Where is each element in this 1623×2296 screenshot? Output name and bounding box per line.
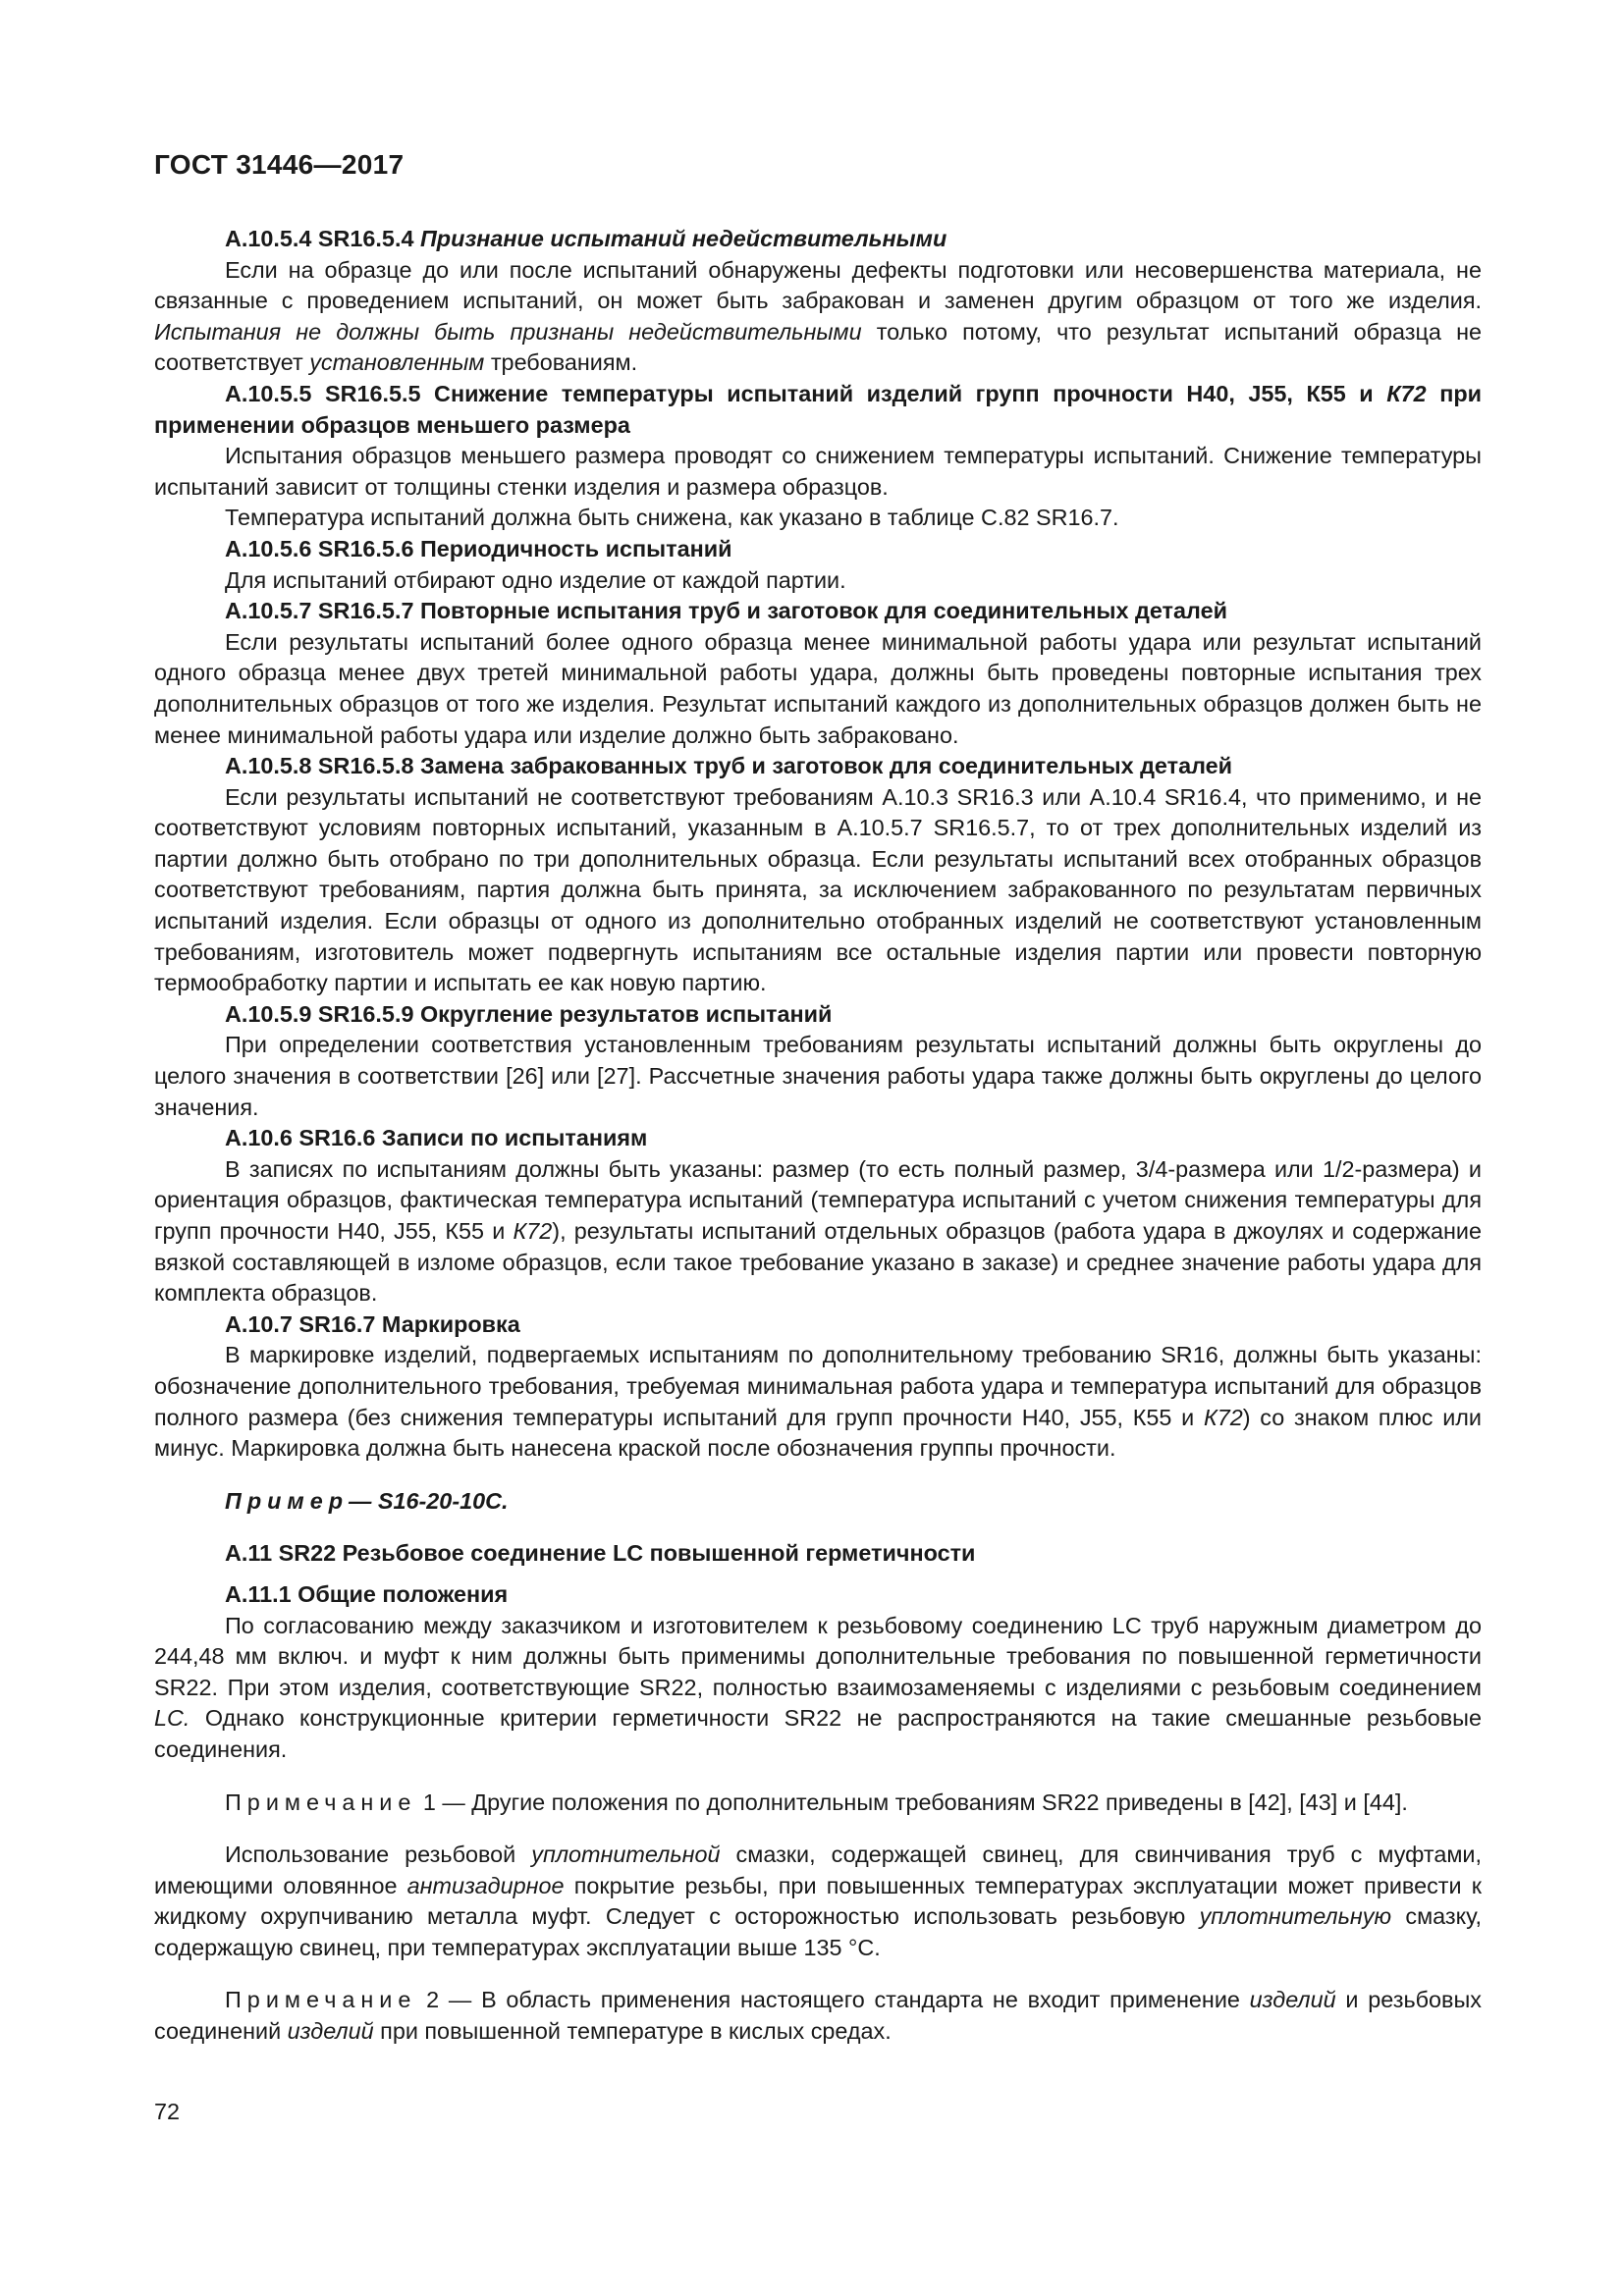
paragraph: Использование резьбовой уплотнительной смазки, содержащей свинец, для свинчивания труб с муфтами, имеющими оловянное антизадирное покрытие резьбы, при повышенных температурах эксплуатации может привести к жидкому охрупчиванию металла муфт. Следует с осторожностью использовать резьбовую уплотнительную смазку, содержащую свинец, при температурах эксплуатации выше 135 °С. <box>154 1842 1483 1960</box>
section-heading-a1056: А.10.5.6 SR16.5.6 Периодичность испытаний <box>225 535 732 561</box>
paragraph: Испытания образцов меньшего размера проводят со снижением температуры испытаний. Снижение температуры испытаний зависит от толщины стенки изделия и размера образцов. <box>154 443 1482 500</box>
example-line: Пример— S16-20-10C. <box>225 1487 509 1514</box>
paragraph: Если результаты испытаний более одного образца менее минимальной работы удара или результат испытаний одного образца менее двух третей минимальной работы удара, должны быть проведены повторные испытания трех дополнительных образцов от того же изделия. Результат испытаний каждого из дополнительных образцов должен быть не менее минимальной работы удара или изделие должно быть забраковано. <box>154 628 1482 748</box>
paragraph: Если результаты испытаний не соответствуют требованиям А.10.3 SR16.3 или А.10.4 SR16.4, что применимо, и не соответствуют условиям повторных испытаний, указанным в А.10.5.7 SR16.5.7, то от трех дополнительных изделий из партии должно быть отобрано по три дополнительных образца. Если результаты испытаний всех отобранных образцов соответствуют требованиям, партия должна быть принята, за исключением забракованного по результатам первичных испытаний изделия. Если образцы от одного из дополнительно отобранных изделий не соответствуют установленным требованиям, изготовитель может подвергнуть испытаниям все остальные изделия партии или провести повторную термообработку партии и испытать ее как новую партию. <box>154 783 1482 996</box>
section-heading-a107: А.10.7 SR16.7 Маркировка <box>225 1310 520 1337</box>
section-heading-a1058: А.10.5.8 SR16.5.8 Замена забракованных труб и заготовок для соединительных деталей <box>225 753 1233 779</box>
section-heading-a1059: А.10.5.9 SR16.5.9 Округление результатов испытаний <box>225 1000 833 1027</box>
paragraph: Температура испытаний должна быть снижена, как указано в таблице С.82 SR16.7. <box>225 505 1119 531</box>
document-header: ГОСТ 31446—2017 <box>154 149 405 180</box>
paragraph: По согласованию между заказчиком и изготовителем к резьбовому соединению LC труб наружным диаметром до 244,48 мм включ. и муфт к ним должны быть применимы дополнительные требования по повышенной герметичности SR22. При этом изделия, соответствующие SR22, полностью взаимозаменяемы с изделиями с резьбовым соединением LC. Однако конструкционные критерии герметичности SR22 не распространяются на такие смешанные резьбовые соединения. <box>154 1612 1482 1762</box>
document-body <box>154 224 1482 2048</box>
note-1: Примечание 1 — Другие положения по дополнительным требованиям SR22 приведены в [42], [43] и [44]. <box>225 1789 1408 1815</box>
paragraph: В записях по испытаниям должны быть указаны: размер (то есть полный размер, 3/4-размера или 1/2-размера) и ориентация образцов, фактическая температура испытаний (температура испытаний с учетом снижения температуры для групп прочности Н40, J55, К55 и К72), результаты испытаний отдельных образцов (работа удара в джоулях и содержание вязкой составляющей в изломе образцов, если такое требование указано в заказе) и среднее значение работы удара для комплекта образцов. <box>154 1155 1482 1307</box>
paragraph: В маркировке изделий, подвергаемых испытаниям по дополнительному требованию SR16, должны быть указаны: обозначение дополнительного требования, требуемая минимальная работа удара и температура испытаний для образцов полного размера (без снижения температуры испытаний для групп прочности Н40, J55, К55 и К72) со знаком плюс или минус. Маркировка должна быть нанесена краской после обозначения группы прочности. <box>154 1342 1482 1462</box>
section-heading-a111: А.11.1 Общие положения <box>225 1580 509 1607</box>
section-heading-a1054: А.10.5.4 SR16.5.4 Признание испытаний недействительными <box>225 226 947 251</box>
page-number: 72 <box>154 2099 181 2124</box>
paragraph: Если на образце до или после испытаний обнаружены дефекты подготовки или несовершенства материала, не связанные с проведением испытаний, он может быть забракован и заменен другим образцом от того же изделия. Испытания не должны быть признаны недействительными только потому, что результат испытаний образца не соответствует установленным требованиям. <box>154 256 1482 376</box>
note-2: Примечание 2 — В область применения настоящего стандарта не входит применение изделий и резьбовых соединений изделий при повышенной температуре в кислых средах. <box>154 1987 1482 2045</box>
section-title-a11: А.11 SR22 Резьбовое соединение LC повышенной герметичности <box>225 1540 976 1567</box>
paragraph: При определении соответствия установленным требованиям результаты испытаний должны быть округлены до целого значения в соответствии [26] или [27]. Рассчетные значения работы удара также должны быть округлены до целого значения. <box>154 1032 1482 1120</box>
section-heading-a1057: А.10.5.7 SR16.5.7 Повторные испытания труб и заготовок для соединительных деталей <box>225 598 1227 624</box>
section-heading-a106: А.10.6 SR16.6 Записи по испытаниям <box>225 1125 648 1151</box>
section-heading-a1055: А.10.5.5 SR16.5.5 Снижение температуры испытаний изделий групп прочности Н40, J55, К55 и К72 при применении образцов меньшего размера <box>154 380 1482 438</box>
paragraph: Для испытаний отбирают одно изделие от каждой партии. <box>225 566 846 593</box>
